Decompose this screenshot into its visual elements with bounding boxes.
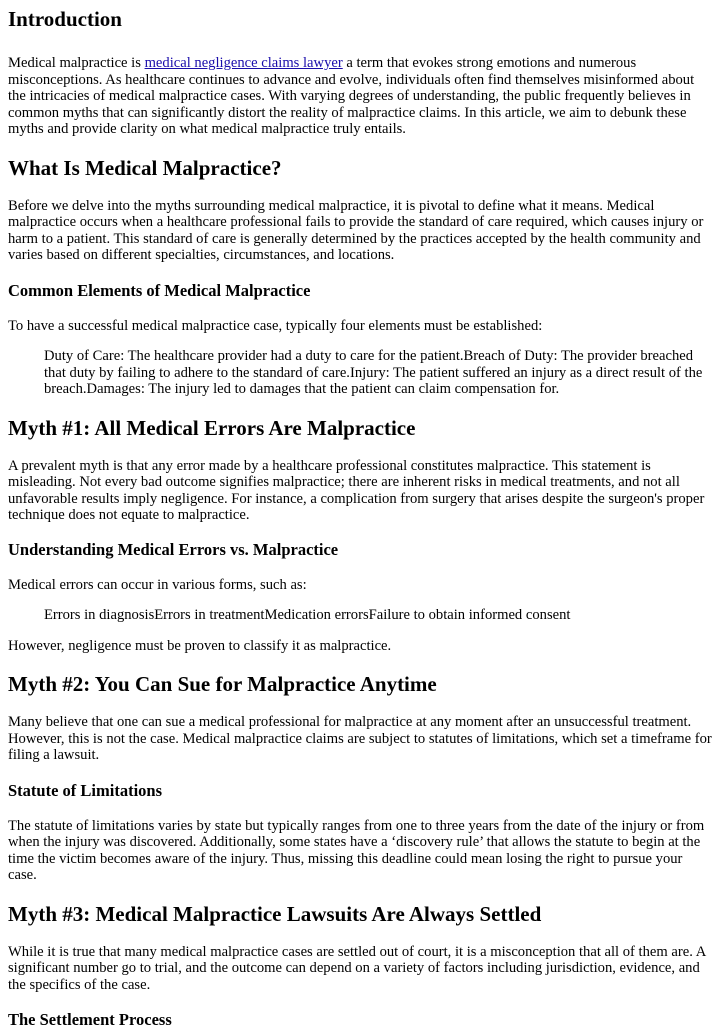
elements-quote: Duty of Care: The healthcare provider had a duty to care for the patient.Breach of Duty: The provider breached that duty by failing to adhere to the standard of care.Injury: The patient suffered an injury as a direct result of the breach.Damages: The injury led to damages that the patient can claim compensation for. xyxy=(44,348,703,397)
heading-myth-1: Myth #1: All Medical Errors Are Malpractice xyxy=(8,415,416,440)
heading-introduction: Introduction xyxy=(8,7,122,31)
errors-quote: Errors in diagnosisErrors in treatmentMedication errorsFailure to obtain informed consent xyxy=(44,607,571,623)
myth3-paragraph: While it is true that many medical malpractice cases are settled out of court, it is a misconception that all of them are. A significant number go to trial, and the outcome can depend on a variety of factors including jurisdiction, evidence, and the specifics of the case. xyxy=(8,943,706,993)
negligence-paragraph: However, negligence must be proven to classify it as malpractice. xyxy=(8,637,392,654)
elements-intro-paragraph: To have a successful medical malpractice case, typically four elements must be established: xyxy=(8,317,543,334)
what-is-paragraph: Before we delve into the myths surrounding medical malpractice, it is pivotal to define what it means. Medical malpractice occurs when a healthcare professional fails to provide the standard of care required, which causes injury or harm to a patient. This standard of care is generally determined by the practices accepted by the health community and varies based on different specialties, circumstances, and locations. xyxy=(8,197,704,263)
errors-intro-paragraph: Medical errors can occur in various forms, such as: xyxy=(8,576,307,593)
statute-paragraph: The statute of limitations varies by state but typically ranges from one to three years from the date of the injury or from when the injury was discovered. Additionally, some states have a ‘discovery rule’ that allows the statute to begin at the time the victim becomes aware of the injury. Thus, missing this deadline could mean losing the right to pursue your case. xyxy=(8,817,705,883)
medical-negligence-link[interactable]: medical negligence claims lawyer xyxy=(144,55,343,71)
myth1-paragraph: A prevalent myth is that any error made by a healthcare professional constitutes malpractice. This statement is misleading. Not every bad outcome signifies malpractice; there are inherent risks in medical treatments, and not all unfavorable results imply negligence. For instance, a complication from surgery that arises despite the surgeon's proper technique does not equate to malpractice. xyxy=(8,457,705,523)
subheading-errors-vs-malpractice: Understanding Medical Errors vs. Malpractice xyxy=(8,539,339,559)
subheading-statute: Statute of Limitations xyxy=(8,780,162,800)
heading-myth-2: Myth #2: You Can Sue for Malpractice Anytime xyxy=(8,672,437,696)
article xyxy=(0,6,720,1030)
intro-text-after: a term that evokes strong emotions and numerous misconceptions. As healthcare continues to advance and evolve, individuals often find themselves misinformed about the intricacies of medical malpractice cases. With varying degrees of understanding, the public frequently believes in common myths that can significantly distort the reality of malpractice claims. In this article, we aim to debunk these myths and provide clarity on what medical malpractice truly entails. xyxy=(8,55,695,137)
heading-what-is: What Is Medical Malpractice? xyxy=(8,155,282,180)
subheading-settlement: The Settlement Process xyxy=(8,1010,172,1029)
intro-paragraph xyxy=(8,55,712,138)
heading-myth-3: Myth #3: Medical Malpractice Lawsuits Are Always Settled xyxy=(8,901,542,926)
intro-text-before: Medical malpractice is xyxy=(8,55,145,71)
myth2-paragraph: Many believe that one can sue a medical professional for malpractice at any moment after an unsuccessful treatment. However, this is not the case. Medical malpractice claims are subject to statutes of limitations, which set a timeframe for filing a lawsuit. xyxy=(8,714,712,763)
subheading-common-elements: Common Elements of Medical Malpractice xyxy=(8,280,311,300)
